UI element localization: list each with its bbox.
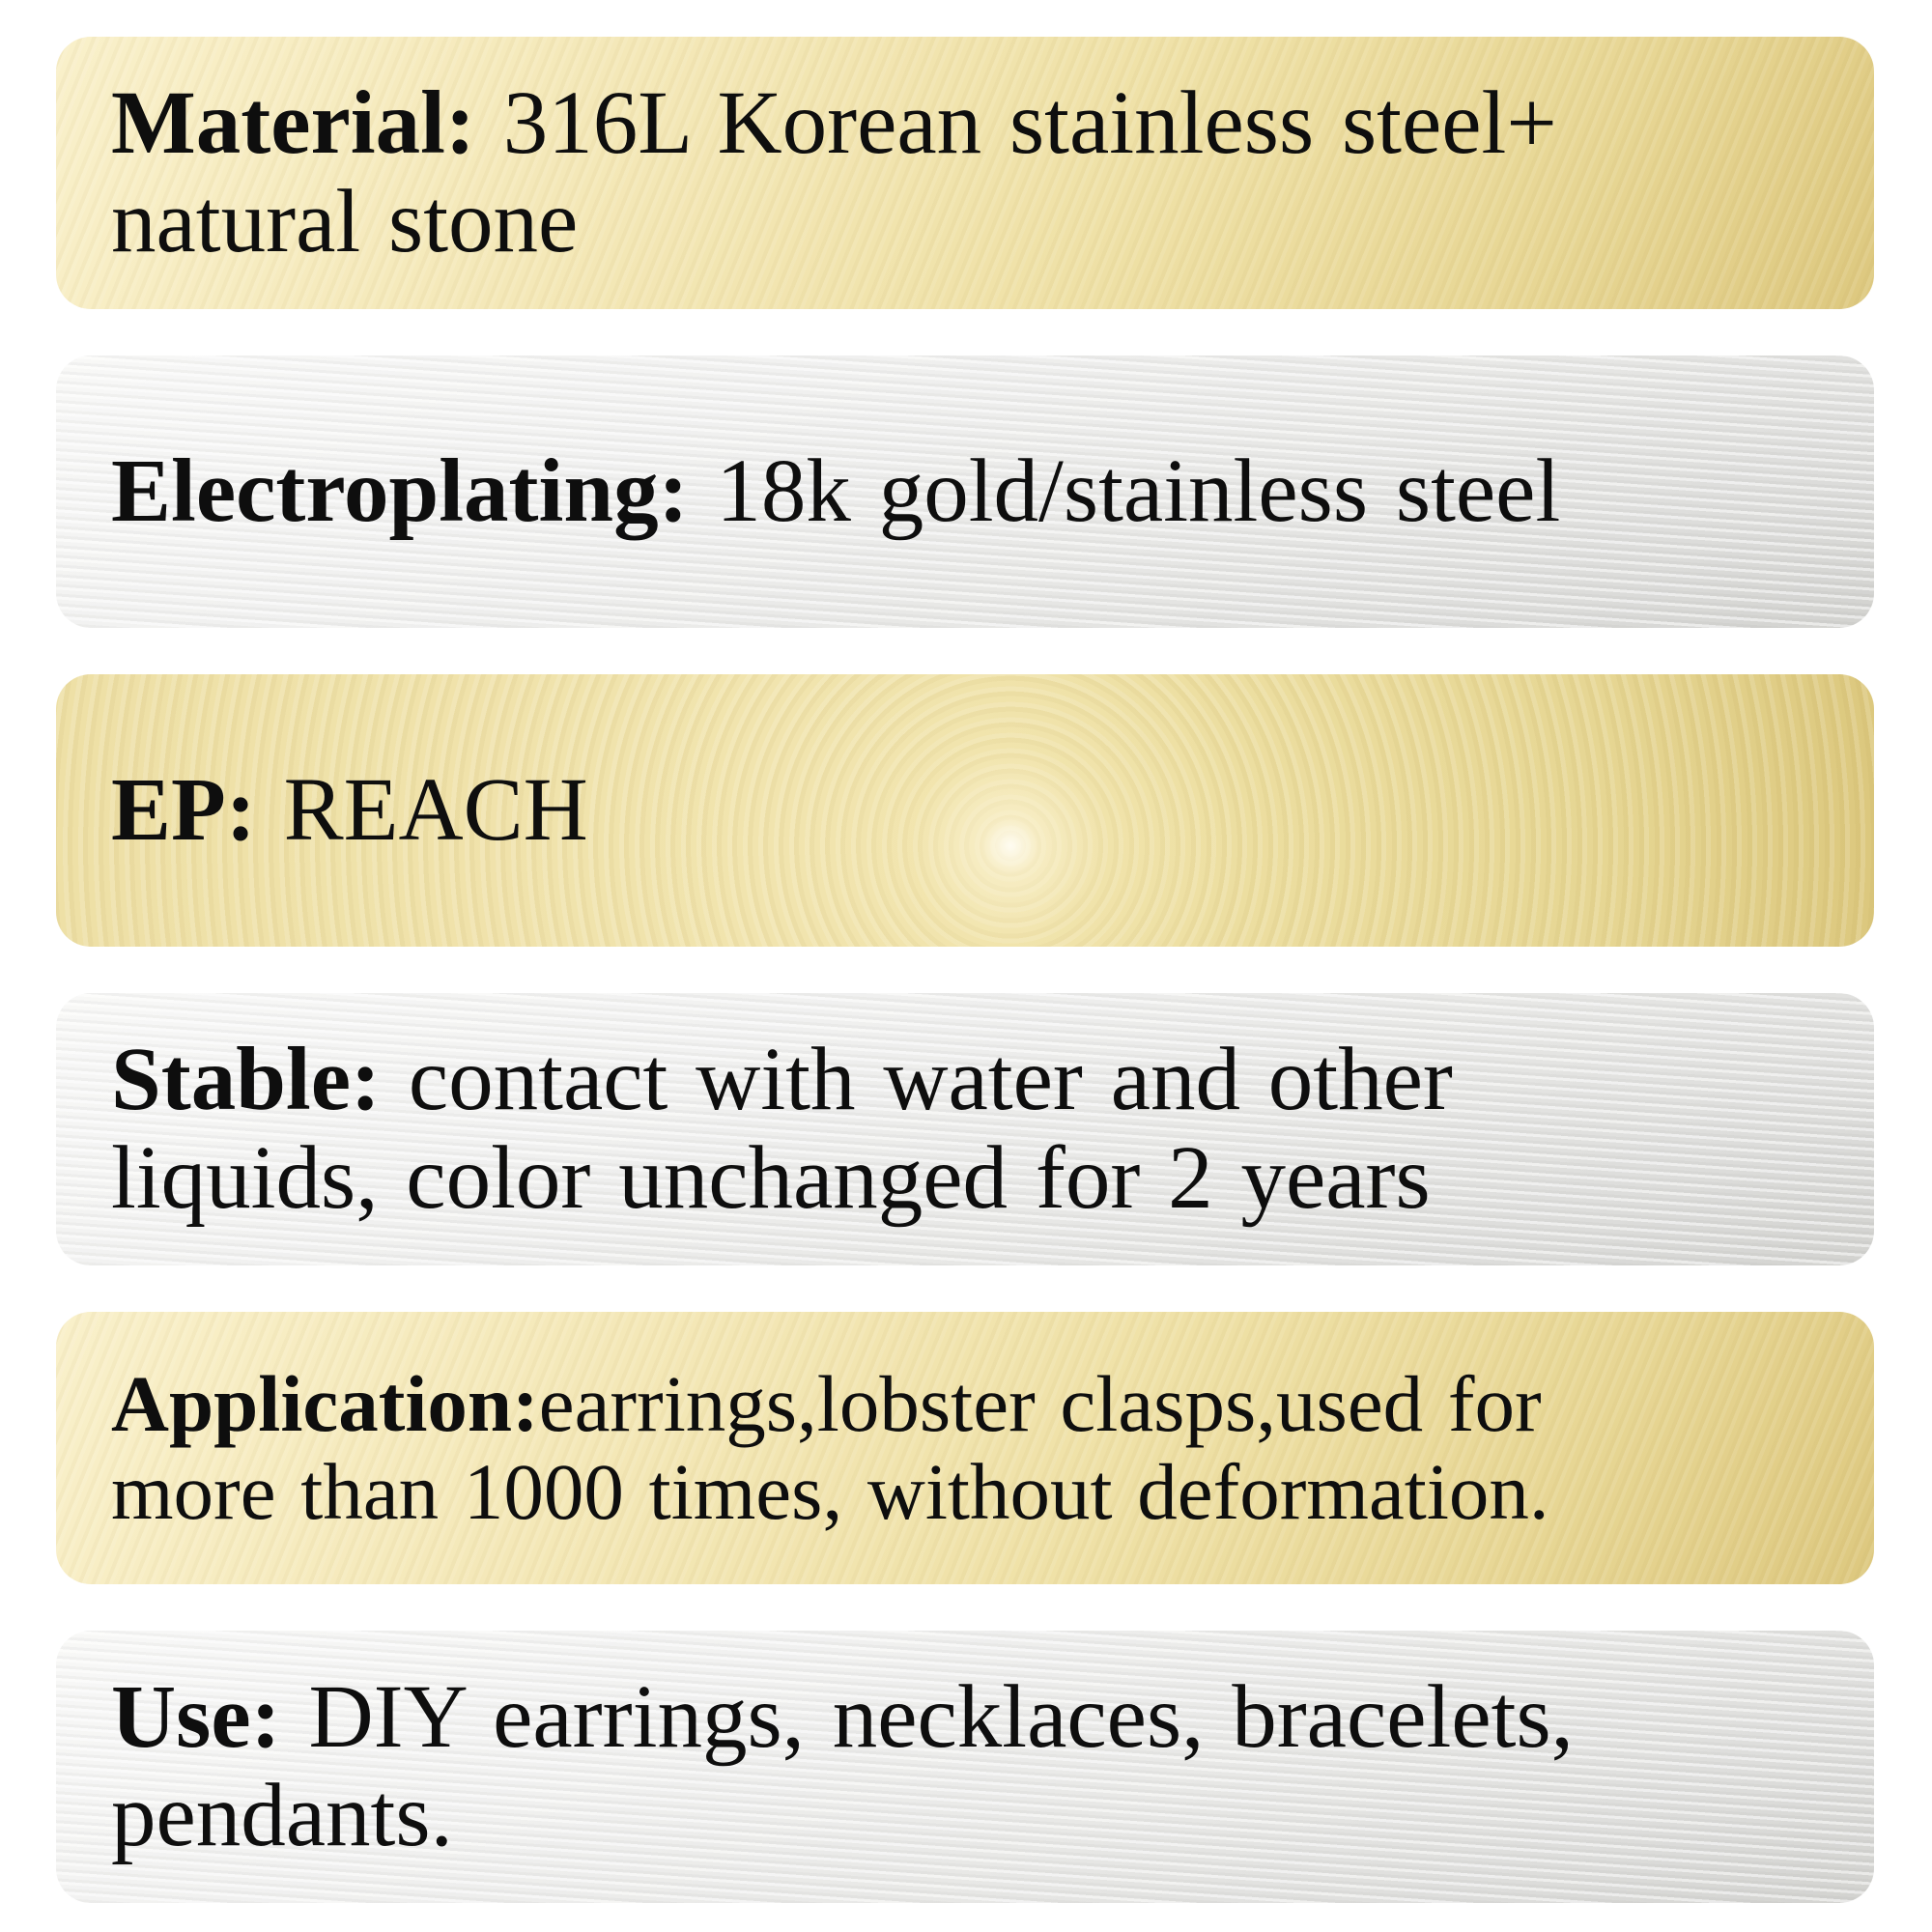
application-value: earrings,lobster clasps,used for	[538, 1358, 1542, 1448]
material-spec-bar	[56, 37, 1874, 309]
application-label: Application:	[111, 1358, 539, 1448]
use-label: Use:	[111, 1666, 281, 1767]
spec-line: natural stone	[111, 172, 579, 271]
material-label: Material:	[111, 72, 475, 173]
spec-line	[111, 1031, 1847, 1129]
spec-line: more than 1000 times, without deformation.	[111, 1447, 1549, 1536]
use-spec-bar	[56, 1631, 1874, 1903]
use-value: DIY earrings, necklaces, bracelets,	[280, 1666, 1574, 1767]
spec-line	[111, 1668, 1847, 1767]
spec-line	[111, 1360, 1847, 1448]
electroplating-spec-bar	[56, 355, 1874, 628]
spec-line	[111, 761, 1847, 860]
electroplating-value: 18k gold/stainless steel	[688, 440, 1561, 541]
spec-line: pendants.	[111, 1766, 453, 1865]
spec-line	[111, 442, 1847, 541]
stable-spec-bar	[56, 993, 1874, 1265]
ep-label: EP:	[111, 759, 256, 860]
electroplating-label: Electroplating:	[111, 440, 689, 541]
stable-label: Stable:	[111, 1029, 381, 1129]
spec-line: liquids, color unchanged for 2 years	[111, 1128, 1431, 1228]
spec-line	[111, 74, 1847, 173]
ep-value: REACH	[255, 759, 588, 860]
ep-spec-bar	[56, 674, 1874, 947]
application-spec-bar	[56, 1312, 1874, 1584]
material-value: 316L Korean stainless steel+	[474, 72, 1557, 173]
stable-value: contact with water and other	[381, 1029, 1453, 1129]
